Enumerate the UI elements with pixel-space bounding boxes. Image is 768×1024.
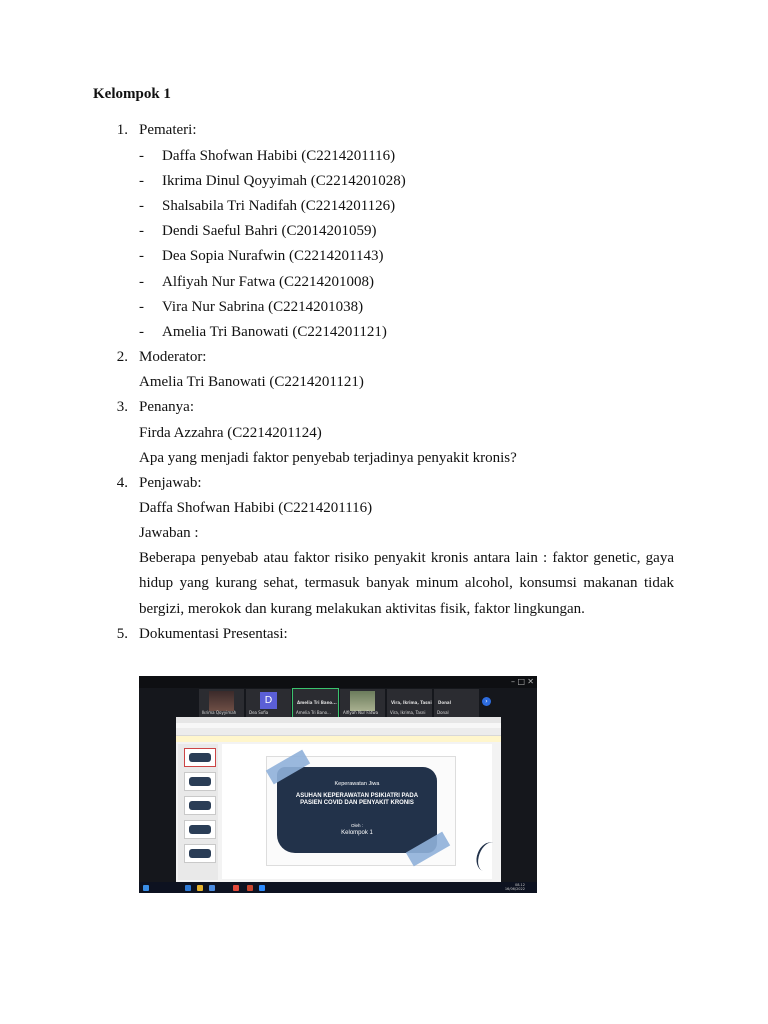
slide-thumbnail: [184, 820, 216, 839]
participant-name: Dea Sofia: [249, 710, 269, 715]
list-dash: -: [139, 223, 144, 239]
maximize-icon: □: [517, 677, 525, 686]
slide-canvas: [222, 744, 492, 879]
list-dash: -: [139, 299, 144, 315]
store-icon: [209, 885, 215, 891]
list-item: Amelia Tri Banowati (C2214201121): [162, 324, 387, 340]
slide-thumbnail: [184, 796, 216, 815]
slide-by-label: Oleh :: [350, 823, 363, 828]
list-dash: -: [139, 274, 144, 290]
slide-subtitle: Keperawatan Jiwa: [334, 781, 380, 787]
section-number: 3.: [116, 399, 128, 415]
section-number: 2.: [116, 349, 128, 365]
list-dash: -: [139, 198, 144, 214]
section-number: 4.: [116, 475, 128, 491]
jawaban-label: Jawaban :: [139, 525, 199, 541]
section-heading: Penanya:: [139, 399, 194, 415]
slide-thumbnail: [184, 748, 216, 767]
windows-taskbar: [139, 882, 537, 893]
document-title: Kelompok 1: [93, 86, 171, 102]
slide-blob: [277, 767, 437, 853]
participant-title: Amelia Tri Bano...: [297, 700, 337, 705]
slide-group: Kelompok 1: [341, 830, 373, 836]
participant-tile: [246, 689, 291, 717]
penanya-question: Apa yang menjadi faktor penyebab terjadinya penyakit kronis?: [139, 450, 517, 466]
window-titlebar: [139, 676, 537, 688]
taskbar-clock: [505, 883, 525, 891]
participant-photo: [209, 691, 234, 711]
app-toolbar: [176, 728, 501, 736]
list-dash: -: [139, 248, 144, 264]
participant-tile: [434, 689, 479, 717]
presentation-screenshot: [139, 676, 537, 893]
moderator-name: Amelia Tri Banowati (C2214201121): [139, 374, 364, 390]
section-number: 1.: [116, 122, 128, 138]
penanya-name: Firda Azzahra (C2214201124): [139, 425, 322, 441]
section-heading: Pemateri:: [139, 122, 197, 138]
chrome-icon: [233, 885, 239, 891]
participant-tile: [340, 689, 385, 717]
list-item: Dea Sopia Nurafwin (C2214201143): [162, 248, 384, 264]
clock-time: 08.12: [514, 883, 525, 887]
presentation-app-window: [176, 717, 501, 882]
participant-strip: [199, 689, 479, 717]
folder-icon: [197, 885, 203, 891]
participant-tile: [387, 689, 432, 717]
protected-view-banner: [176, 736, 501, 742]
swirl-decoration: [473, 839, 504, 875]
section-heading: Moderator:: [139, 349, 207, 365]
list-dash: -: [139, 148, 144, 164]
list-item: Daffa Shofwan Habibi (C2214201116): [162, 148, 396, 164]
slide-thumbnail: [184, 844, 216, 863]
list-item: Vira Nur Sabrina (C2214201038): [162, 299, 364, 315]
list-item: Dendi Saeful Bahri (C2014201059): [162, 223, 377, 239]
clock-date: 16/06/2022: [504, 887, 525, 891]
section-heading: Dokumentasi Presentasi:: [139, 626, 288, 642]
edge-icon: [185, 885, 191, 891]
participant-tile: [199, 689, 244, 717]
participant-name: Alfiyah Nur Fatwa: [343, 710, 379, 715]
list-item: Alfiyah Nur Fatwa (C2214201008): [162, 274, 375, 290]
participant-name: Amelia Tri Bano...: [296, 710, 331, 715]
zoom-icon: [259, 885, 265, 891]
info-icon: ›: [482, 697, 491, 706]
slide-thumbnail: [184, 772, 216, 791]
list-dash: -: [139, 173, 144, 189]
penjawab-name: Daffa Shofwan Habibi (C2214201116): [139, 500, 373, 516]
close-icon: ✕: [527, 677, 534, 686]
section-number: 5.: [116, 626, 128, 642]
participant-title: Vira, Ikrima, Tasni: [391, 700, 432, 705]
participant-title: Donal: [438, 700, 451, 705]
participant-name: Ikrima Qoyyimah: [202, 710, 237, 715]
jawaban-text: Beberapa penyebab atau faktor risiko penyakit kronis antara lain : faktor genetic, gaya hidup yang kurang sehat, termasuk banyak minum alcohol, konsumsi makanan tidak bergizi, merokok dan kurang melakukan aktivitas fisik, faktor lingkungan.: [139, 550, 674, 617]
list-item: Shalsabila Tri Nadifah (C2214201126): [162, 198, 396, 214]
participant-photo: [350, 691, 375, 711]
list-item: Ikrima Dinul Qoyyimah (C2214201028): [162, 173, 406, 189]
minimize-icon: –: [511, 677, 515, 686]
avatar: D: [260, 692, 277, 709]
list-dash: -: [139, 324, 144, 340]
slide-title: ASUHAN KEPERAWATAN PSIKIATRI PADA PASIEN COVID DAN PENYAKIT KRONIS: [295, 793, 419, 806]
participant-name: Donal: [437, 710, 449, 715]
participant-tile-active: [293, 689, 338, 717]
title-slide: [266, 756, 456, 866]
powerpoint-icon: [247, 885, 253, 891]
slide-thumbnail-pane: [178, 744, 218, 880]
participant-name: Vira, Ikrima, Tasni: [390, 710, 426, 715]
section-heading: Penjawab:: [139, 475, 202, 491]
windows-start-icon: [143, 885, 149, 891]
